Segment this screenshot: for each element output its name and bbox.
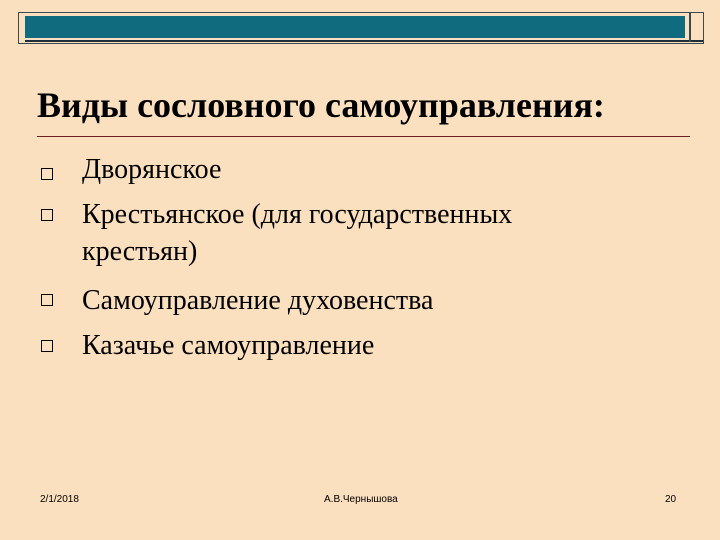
list-item: Самоуправление духовенства [82,285,434,316]
band-tick [689,13,691,42]
square-bullet-icon [41,340,53,352]
footer-date: 2/1/2018 [40,494,79,505]
list-item: Дворянское [82,154,222,185]
list-item-continuation: крестьян) [82,236,198,267]
slide-number: 20 [665,494,677,505]
square-bullet-icon [41,294,53,306]
footer-author: А.В.Чернышова [324,494,398,505]
top-decorative-band [18,12,704,44]
band-underline [25,40,703,42]
list-item: Казачье самоуправление [82,330,375,361]
slide-title: Виды сословного самоуправления: [37,85,605,125]
list-item: Крестьянское (для государственных [82,199,513,230]
band-fill [25,16,685,38]
square-bullet-icon [41,209,53,221]
title-divider [37,136,690,137]
square-bullet-icon [41,168,53,180]
